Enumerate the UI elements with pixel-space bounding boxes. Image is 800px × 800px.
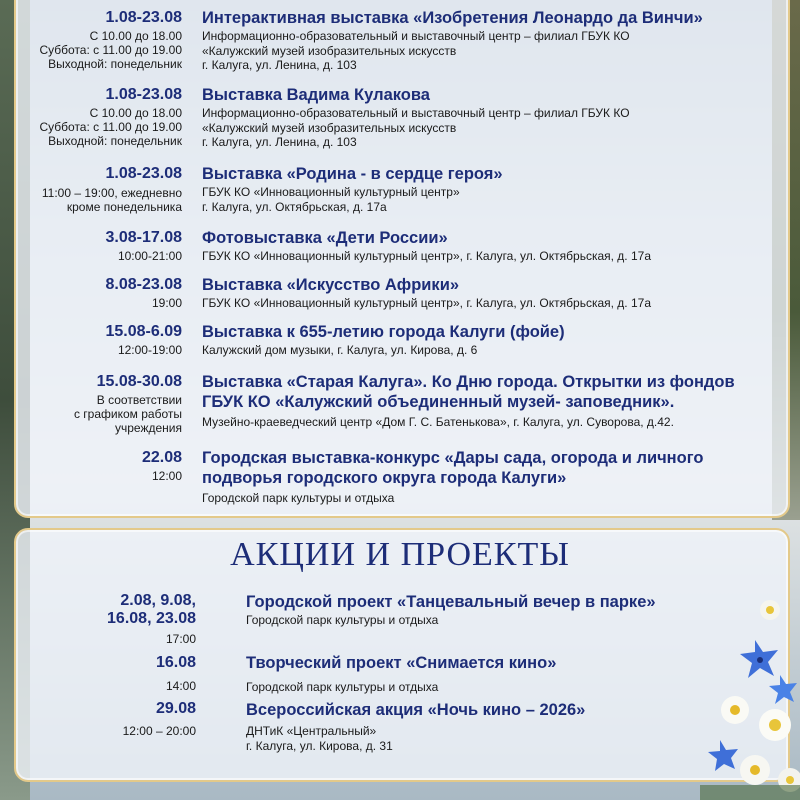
flower-icon [740, 640, 778, 678]
event-venue: Городской парк культуры и отдыха [202, 491, 395, 505]
event-title: Интерактивная выставка «Изобретения Леонардо да Винчи» [202, 9, 703, 27]
event-date: 1.08-23.08 [105, 9, 182, 26]
project-time: 14:00 [165, 679, 196, 693]
event-date: 3.08-17.08 [105, 229, 182, 246]
event-title: Городская выставка-конкурс «Дары сада, огорода и личного подворья городского округа города Калуги» [202, 449, 704, 487]
event-date: 8.08-23.08 [105, 276, 182, 293]
project-time: 12:00 – 20:00 [122, 724, 196, 738]
event-venue: ГБУК КО «Инновационный культурный центр», г. Калуга, ул. Октябрьская, д. 17а [202, 249, 651, 263]
event-date: 1.08-23.08 [105, 165, 182, 182]
flower-icon [760, 600, 780, 620]
event-venue: Информационно-образовательный и выставочный центр – филиал ГБУК КО «Калужский музей изобразительных искусств г. Калуга, ул. Ленина, д. 103 [202, 106, 630, 149]
event-date: 1.08-23.08 [105, 86, 182, 103]
event-schedule: 10:00-21:00 [117, 249, 182, 263]
flower-icon [740, 755, 770, 785]
project-title: Всероссийская акция «Ночь кино – 2026» [246, 701, 586, 719]
event-schedule: С 10.00 до 18.00 Суббота: с 11.00 до 19.00 Выходной: понедельник [39, 29, 182, 71]
project-date: 29.08 [155, 700, 196, 717]
section-heading: АКЦИИ И ПРОЕКТЫ [230, 536, 570, 573]
project-venue: Городской парк культуры и отдыха [246, 613, 439, 627]
flower-icon [721, 696, 749, 724]
project-date: 16.08 [155, 654, 196, 671]
event-schedule: 12:00 [151, 469, 182, 483]
event-title: Выставка к 655-летию города Калуги (фойе) [202, 323, 565, 341]
event-venue: ГБУК КО «Инновационный культурный центр» г. Калуга, ул. Октябрьская, д. 17а [202, 185, 460, 214]
event-title: Выставка Вадима Кулакова [202, 86, 430, 104]
event-venue: ГБУК КО «Инновационный культурный центр», г. Калуга, ул. Октябрьская, д. 17а [202, 296, 651, 310]
flower-icon [769, 675, 797, 704]
event-venue: Калужский дом музыки, г. Калуга, ул. Кирова, д. 6 [202, 343, 478, 357]
flower-icon [759, 709, 791, 741]
event-schedule: С 10.00 до 18.00 Суббота: с 11.00 до 19.00 Выходной: понедельник [39, 106, 182, 148]
project-venue: Городской парк культуры и отдыха [246, 680, 439, 694]
flower-icon [708, 740, 738, 771]
project-title: Городской проект «Танцевальный вечер в парке» [246, 593, 656, 611]
event-date: 15.08-30.08 [96, 373, 182, 390]
project-date: 2.08, 9.08, 16.08, 23.08 [107, 592, 196, 627]
event-schedule: В соответствии с графиком работы учреждения [73, 393, 182, 435]
event-date: 22.08 [141, 449, 182, 466]
event-title: Выставка «Искусство Африки» [202, 276, 460, 294]
event-venue: Музейно-краеведческий центр «Дом Г. С. Батенькова», г. Калуга, ул. Суворова, д.42. [202, 415, 674, 429]
flowers-decoration [660, 580, 800, 800]
event-schedule: 11:00 – 19:00, ежедневно кроме понедельника [41, 186, 182, 214]
event-venue: Информационно-образовательный и выставочный центр – филиал ГБУК КО «Калужский музей изобразительных искусств г. Калуга, ул. Ленина, д. 103 [202, 29, 630, 72]
event-date: 15.08-6.09 [105, 323, 182, 340]
event-title: Выставка «Старая Калуга». Ко Дню города. Открытки из фондов ГБУК КО «Калужский объединенный музей- заповедник». [202, 373, 735, 411]
project-title: Творческий проект «Снимается кино» [246, 654, 557, 672]
project-time: 17:00 [165, 632, 196, 646]
event-schedule: 12:00-19:00 [117, 343, 182, 357]
event-schedule: 19:00 [151, 296, 182, 310]
event-title: Фотовыставка «Дети России» [202, 229, 448, 247]
exhibitions-panel [14, 0, 790, 518]
project-venue: ДНТиК «Центральный» г. Калуга, ул. Кирова, д. 31 [246, 724, 393, 753]
event-title: Выставка «Родина - в сердце героя» [202, 165, 503, 183]
